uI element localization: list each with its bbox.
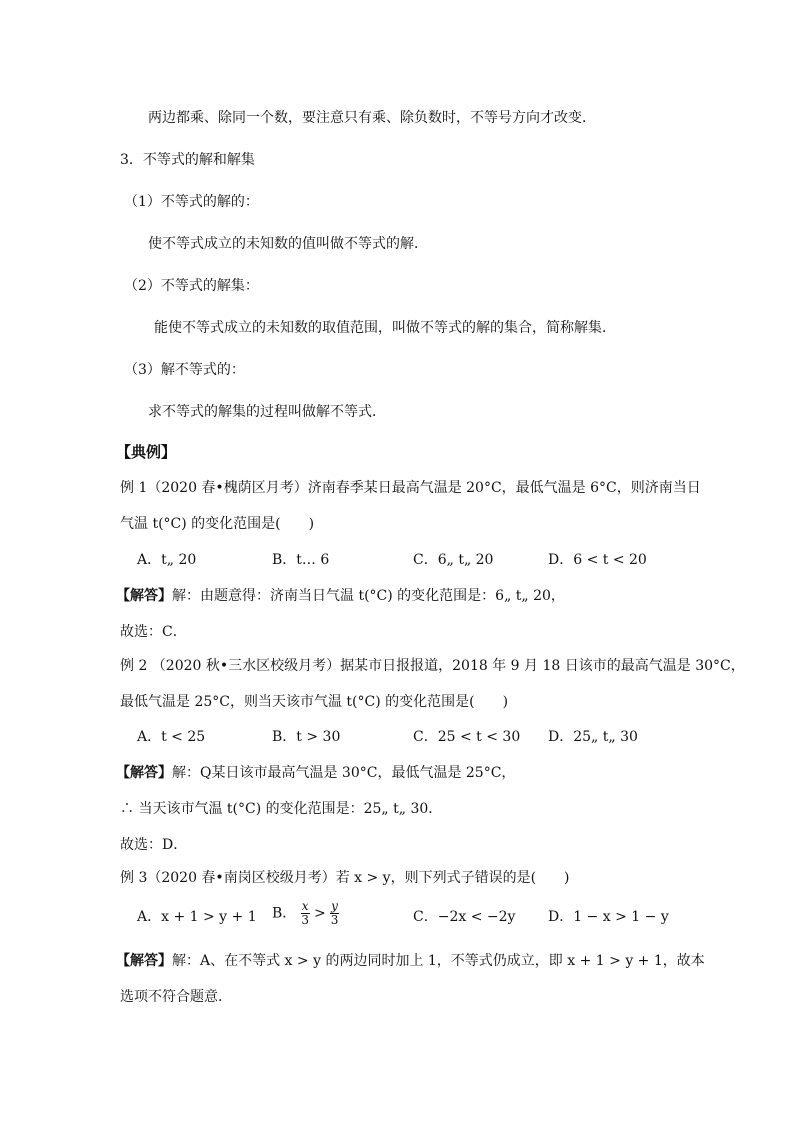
point-1-body: 使不等式成立的未知数的值叫做不等式的解． [148, 236, 428, 252]
example-3-option-c: C．−2x < −2y [413, 909, 516, 925]
example-2-option-c: C．25 < t < 30 [413, 729, 521, 745]
section-3-heading: 3．不等式的解和解集 [120, 152, 255, 168]
example-2-answer-line2: ∴ 当天该市气温 t(°C) 的变化范围是：25„ t„ 30． [120, 801, 443, 817]
example-3-question-line1: 例 3（2020 春•南岗区校级月考）若 x > y，则下列式子错误的是( ) [120, 870, 570, 886]
answer-text: 解：A、在不等式 x > y 的两边同时加上 1，不等式仍成立，即 x + 1 > y + 1，故本 [172, 953, 705, 969]
example-2-question-line1: 例 2 （2020 秋•三水区校级月考）据某市日报报道，2018 年 9 月 18 日该市的最高气温是 30°C， [120, 658, 745, 674]
example-1-choice: 故选：C． [120, 624, 187, 640]
example-1-option-b: B．t… 6 [272, 552, 330, 568]
example-2-question-line2: 最低气温是 25°C，则当天该市气温 t(°C) 的变化范围是( ) [120, 694, 509, 710]
example-2-choice: 故选：D． [120, 837, 188, 853]
answer-label: 【解答】 [116, 953, 172, 969]
example-1-option-d: D．6 < t < 20 [548, 552, 647, 568]
answer-text: 解：由题意得：济南当日气温 t(°C) 的变化范围是：6„ t„ 20， [172, 588, 565, 604]
example-3-option-b [272, 900, 339, 927]
point-1-title: （1）不等式的解的： [124, 194, 259, 210]
example-2-answer [116, 763, 515, 783]
example-2-option-b: B．t > 30 [272, 729, 341, 745]
fraction-y-over-3: $\frac{y}{3}$ [330, 899, 339, 927]
examples-heading: 【典例】 [116, 443, 177, 461]
example-2-option-a: A．t < 25 [137, 729, 206, 745]
example-1-question-line1: 例 1（2020 春•槐荫区月考）济南春季某日最高气温是 20°C，最低气温是 6°C，则济南当日 [120, 480, 701, 496]
point-3-title: （3）解不等式的： [124, 362, 245, 378]
example-1-option-a: A．t„ 20 [137, 552, 197, 568]
example-3-option-a: A．x + 1 > y + 1 [137, 909, 257, 925]
point-3-body: 求不等式的解集的过程叫做解不等式． [148, 404, 386, 420]
example-3-option-d: D．1 − x > 1 − y [548, 909, 669, 925]
greater-than-sign: > [313, 905, 326, 922]
answer-label: 【解答】 [116, 588, 172, 604]
example-3-answer-line2: 选项不符合题意． [120, 989, 232, 1005]
point-2-body: 能使不等式成立的未知数的取值范围，叫做不等式的解的集合，简称解集． [154, 320, 616, 336]
fraction-x-over-3: $\frac{x}{3}$ [301, 899, 309, 927]
point-2-title: （2）不等式的解集： [124, 278, 259, 294]
example-3-answer [116, 951, 705, 971]
example-1-question-line2: 气温 t(°C) 的变化范围是( ) [120, 516, 315, 532]
example-2-option-d: D．25„ t„ 30 [548, 729, 638, 745]
answer-text: 解：Q某日该市最高气温是 30°C，最低气温是 25°C， [172, 765, 516, 781]
option-b-label: B． [272, 905, 297, 922]
intro-line: 两边都乘、除同一个数，要注意只有乘、除负数时，不等号方向才改变． [148, 110, 596, 126]
example-1-option-c: C．6„ t„ 20 [413, 552, 494, 568]
answer-label: 【解答】 [116, 765, 172, 781]
example-1-answer [116, 586, 565, 606]
